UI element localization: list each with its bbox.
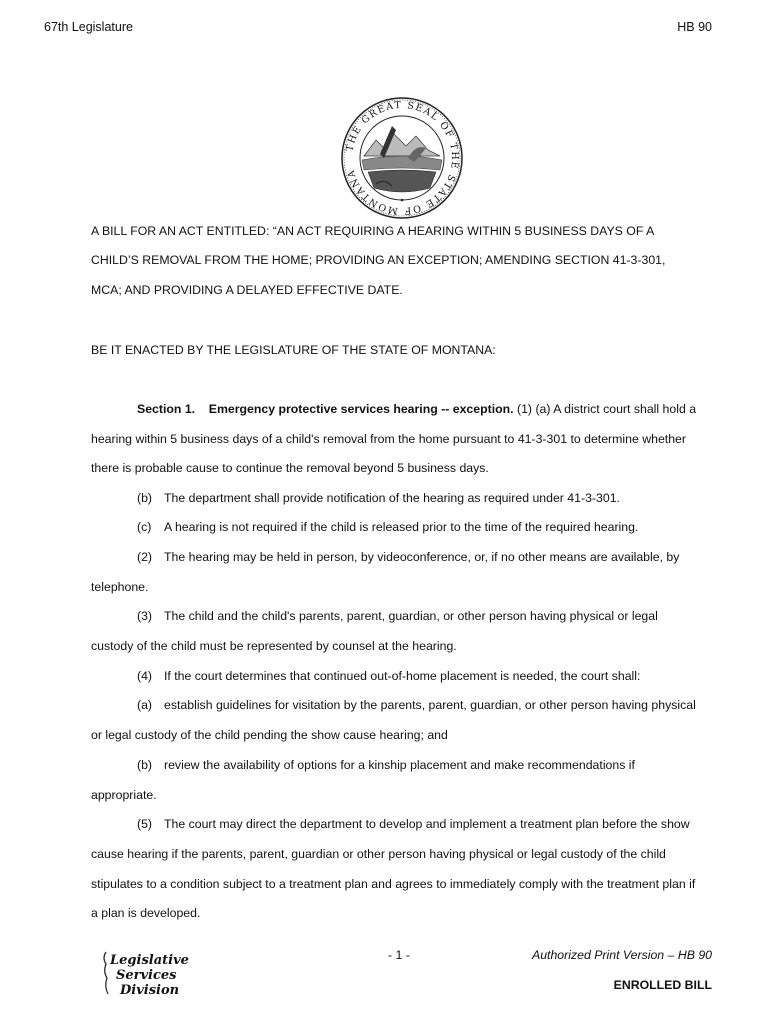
header-bill-number: HB 90 — [677, 20, 712, 34]
subsection-line — [137, 758, 635, 772]
subsection-line — [137, 698, 696, 712]
subsection-text: The court may direct the department to develop and implement a treatment plan before the show — [164, 817, 690, 831]
subsection-text: The child and the child's parents, parent, guardian, or other person having physical or legal — [164, 609, 658, 623]
subsection-label: (4) — [137, 669, 153, 683]
section-1-first-line — [137, 402, 696, 416]
continuation-line: telephone. — [91, 580, 149, 594]
subsection-line — [137, 520, 638, 534]
section-1-label: Section 1. — [137, 402, 196, 416]
enrolled-bill-label: ENROLLED BILL — [613, 978, 712, 992]
continuation-line: or legal custody of the child pending the show cause hearing; and — [91, 728, 448, 742]
title-line-3: MCA; AND PROVIDING A DELAYED EFFECTIVE DATE. — [91, 283, 403, 297]
subsection-line — [137, 669, 640, 683]
section-1-line: there is probable cause to continue the removal beyond 5 business days. — [91, 461, 489, 475]
enacting-clause: BE IT ENACTED BY THE LEGISLATURE OF THE STATE OF MONTANA: — [91, 343, 496, 357]
subsection-line — [137, 609, 658, 623]
logo-line-1: Legislative — [110, 953, 189, 968]
subsection-label: (2) — [137, 550, 153, 564]
subsection-line — [137, 491, 620, 505]
subsection-line — [137, 550, 679, 564]
subsection-line — [137, 817, 690, 831]
subsection-text: A hearing is not required if the child is released prior to the time of the required hearing. — [164, 520, 639, 534]
continuation-line: appropriate. — [91, 788, 157, 802]
subsection-text: review the availability of options for a kinship placement and make recommendations if — [164, 758, 635, 772]
continuation-line: stipulates to a condition subject to a treatment plan and agrees to immediately comply with the treatment plan if — [91, 877, 696, 891]
title-line-1: A BILL FOR AN ACT ENTITLED: “AN ACT REQUIRING A HEARING WITHIN 5 BUSINESS DAYS OF A — [91, 224, 655, 238]
section-1-first-line-rest: (1) (a) A district court shall hold a — [517, 402, 697, 416]
subsection-text: establish guidelines for visitation by the parents, parent, guardian, or other person having physical — [164, 698, 696, 712]
section-1-line: hearing within 5 business days of a child's removal from the home pursuant to 41-3-301 to determine whether — [91, 432, 686, 446]
section-1-heading: Emergency protective services hearing -- exception. — [208, 402, 514, 416]
seal-ring-text: THE GREAT SEAL OF THE STATE OF MONTANA — [344, 99, 461, 217]
continuation-line: a plan is developed. — [91, 906, 201, 920]
subsection-text: The department shall provide notification of the hearing as required under 41-3-301. — [164, 491, 620, 505]
subsection-label: (5) — [137, 817, 153, 831]
authorized-print-version: Authorized Print Version – HB 90 — [532, 948, 712, 962]
state-seal-icon — [340, 96, 464, 220]
title-line-2: CHILD’S REMOVAL FROM THE HOME; PROVIDING AN EXCEPTION; AMENDING SECTION 41-3-301, — [91, 253, 666, 267]
subsection-label: (b) — [137, 758, 153, 772]
legislative-services-division-logo — [100, 948, 190, 1000]
continuation-line: cause hearing if the parents, parent, guardian or other person having physical or legal custody of the child — [91, 847, 666, 861]
subsection-text: If the court determines that continued out-of-home placement is needed, the court shall: — [164, 669, 641, 683]
page-number: - 1 - — [388, 948, 410, 962]
subsection-label: (a) — [137, 698, 153, 712]
subsection-label: (b) — [137, 491, 153, 505]
subsection-text: The hearing may be held in person, by videoconference, or, if no other means are available, by — [164, 550, 680, 564]
subsection-label: (c) — [137, 520, 152, 534]
continuation-line: custody of the child must be represented by counsel at the hearing. — [91, 639, 457, 653]
header-legislature: 67th Legislature — [44, 20, 133, 34]
subsection-label: (3) — [137, 609, 153, 623]
logo-line-2: Services — [116, 968, 177, 983]
logo-line-3: Division — [120, 983, 180, 998]
